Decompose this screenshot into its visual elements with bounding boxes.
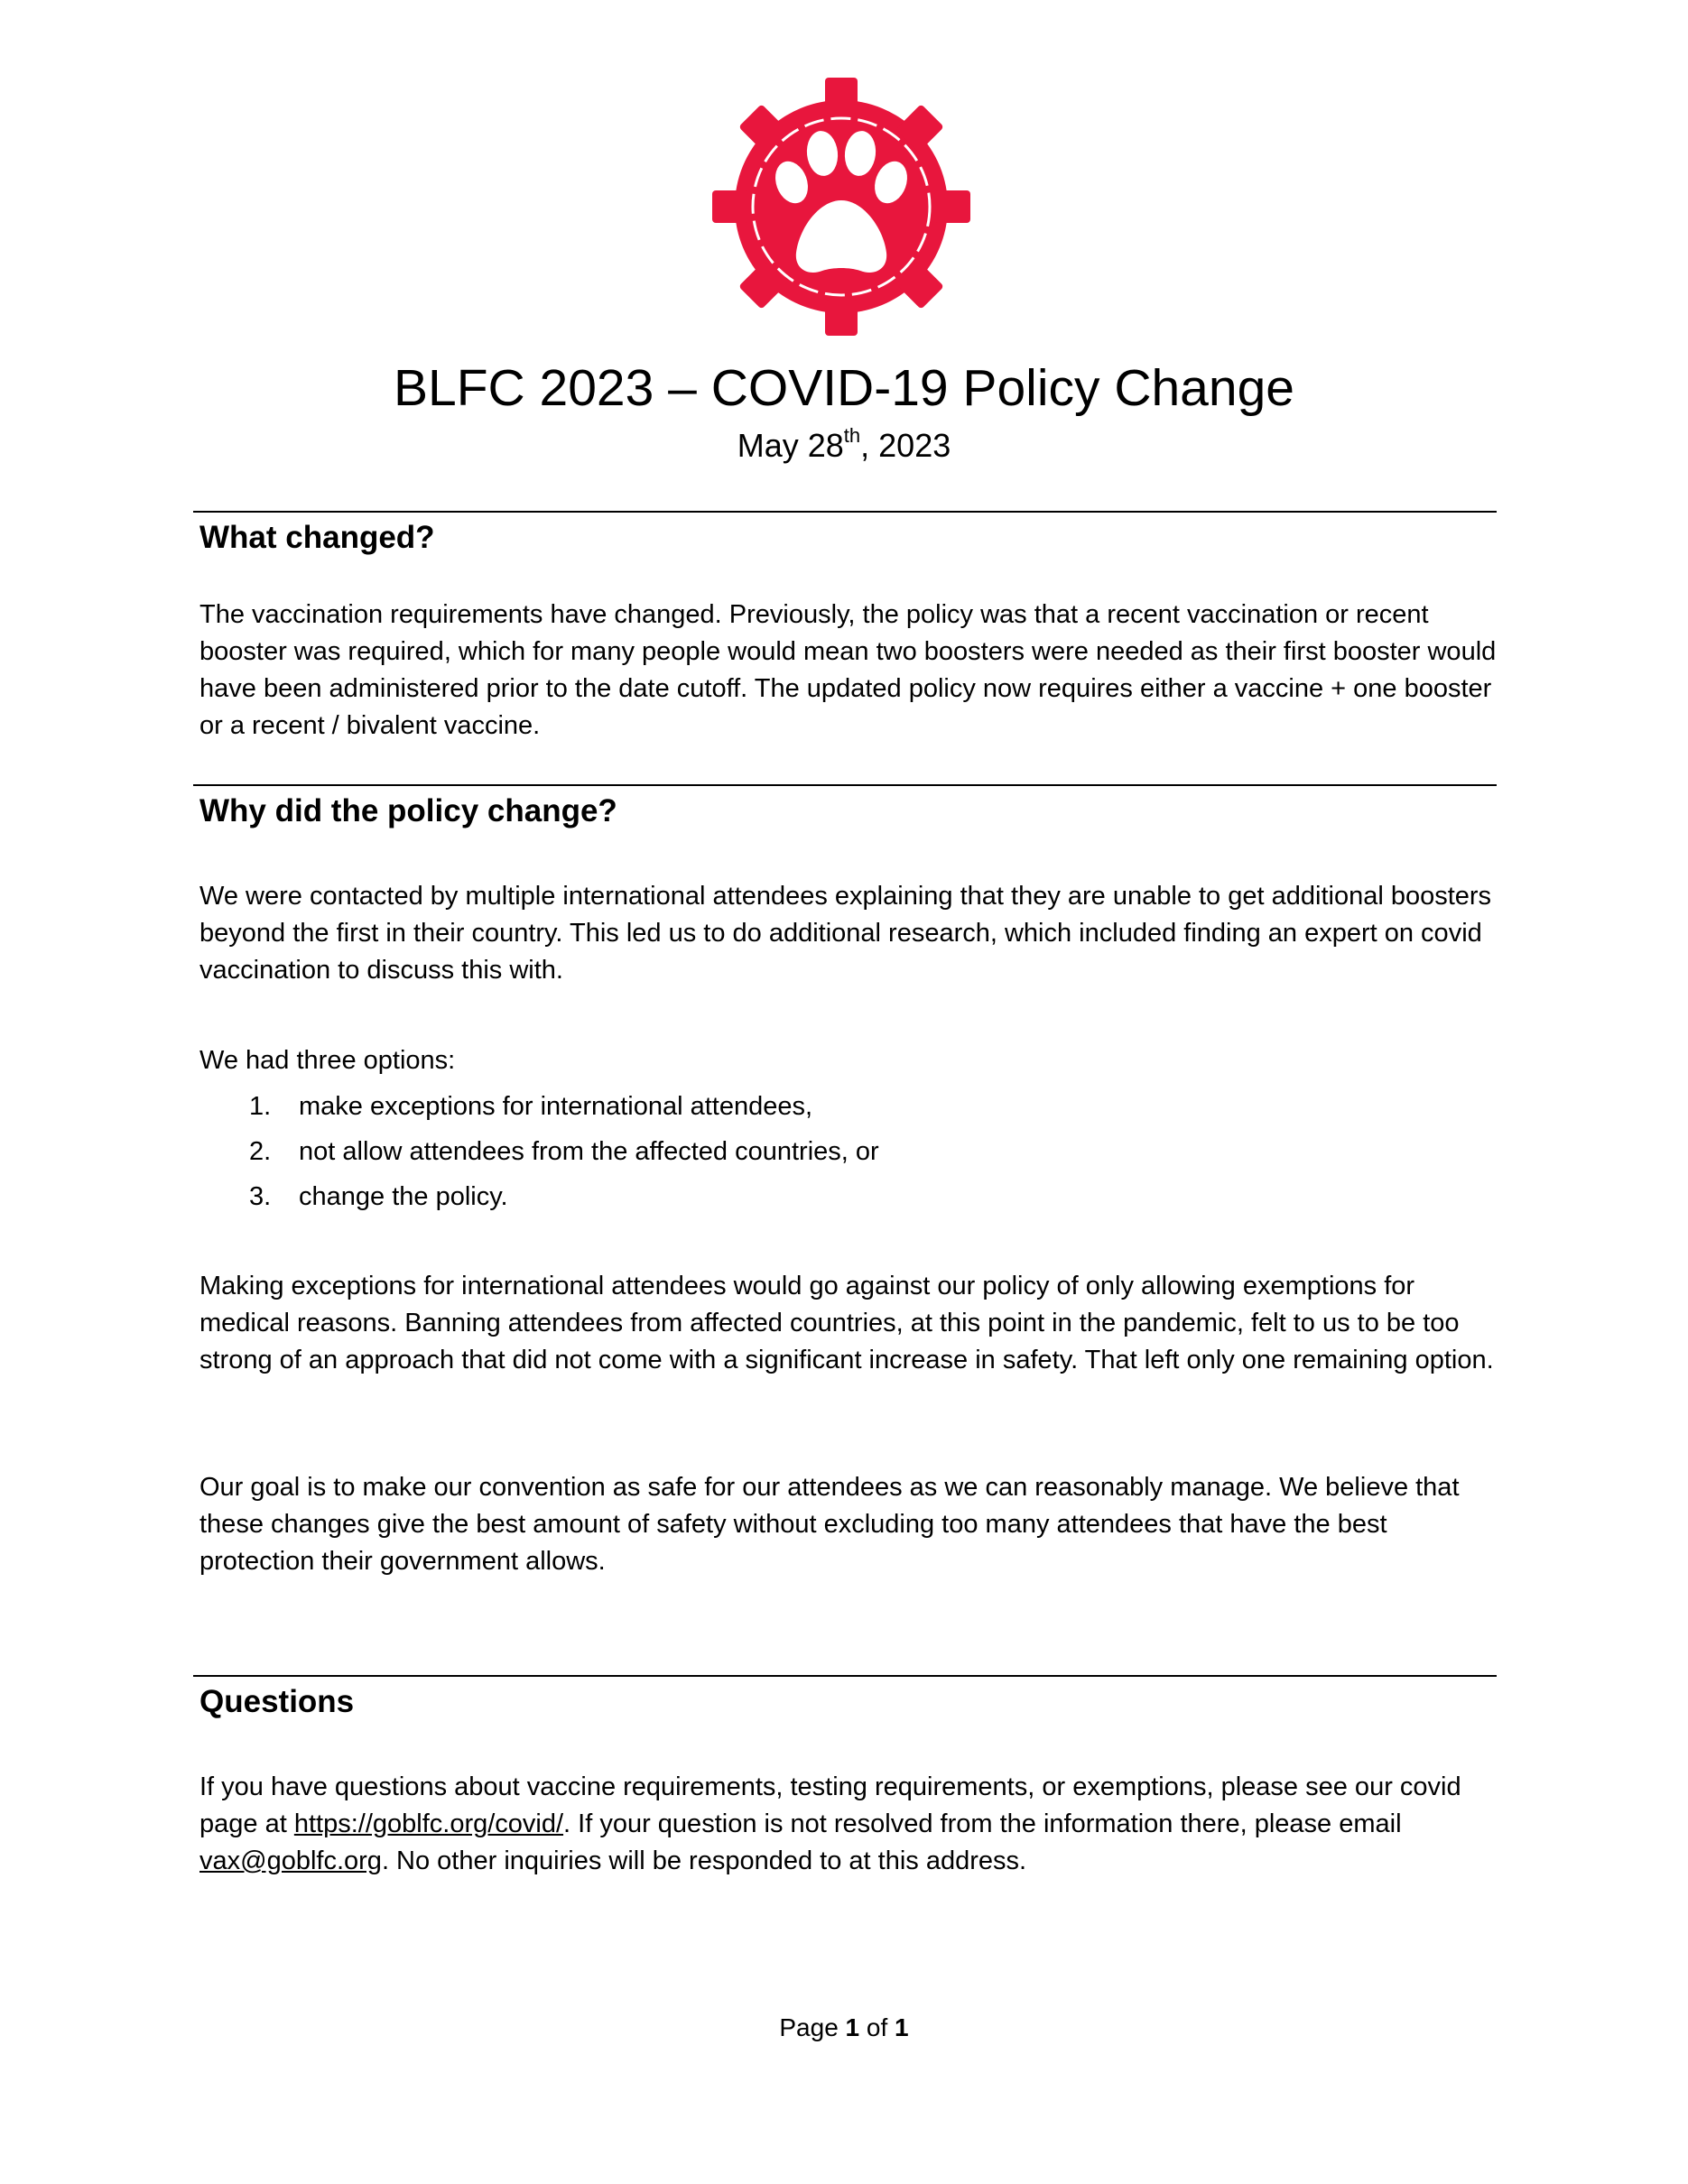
questions-text-2: . If your question is not resolved from the information there, please email [563,1809,1402,1838]
questions-paragraph [199,1769,1499,1880]
section-divider [193,511,1497,513]
what-changed-paragraph: The vaccination requirements have changed. Previously, the policy was that a recent vaccination or recent booster was required, which for many people would mean two boosters were needed as their first booster would have been administered prior to the date cutoff. The updated policy now requires either a vaccine + one booster or a recent / bivalent vaccine. [199,600,1497,740]
list-item-number: 2. [249,1137,272,1166]
paw-print-logo [710,76,972,338]
page-label: Page [779,2013,846,2041]
document-date [0,424,1688,467]
page-title: BLFC 2023 – COVID-19 Policy Change [393,359,1294,417]
why-change-paragraph-1: We were contacted by multiple international attendees explaining that they are unable to get additional boosters beyond the first in their country. This led us to do additional research, which included finding an expert on covid vaccination to discuss this with. [199,882,1492,985]
of-label: of [859,2013,895,2041]
date-ordinal-suffix: th [843,424,861,447]
section-divider [193,1675,1497,1677]
page-number-footer [0,2011,1688,2045]
list-item-text: change the policy. [299,1182,508,1211]
list-item-text: not allow attendees from the affected countries, or [299,1137,879,1166]
current-page: 1 [845,2013,860,2041]
list-item [199,1129,1499,1174]
list-item [199,1084,1499,1129]
email-link[interactable]: vax@goblfc.org [199,1846,382,1875]
date-month-day: May 28 [737,427,844,464]
list-item-text: make exceptions for international attendees, [299,1092,813,1121]
covid-page-link[interactable]: https://goblfc.org/covid/ [293,1809,564,1838]
list-item-number: 3. [249,1182,272,1211]
section-heading-what-changed: What changed? [199,520,435,555]
options-intro: We had three options: [199,1046,456,1075]
section-heading-questions: Questions [199,1684,355,1719]
why-change-paragraph-2: Making exceptions for international attendees would go against our policy of only allowing exemptions for medical reasons. Banning attendees from affected countries, at this point in the pandemic, felt to us to be too strong of an approach that did not come with a significant increase in safety. That left only one remaining option. [199,1272,1494,1374]
questions-text-1: If you have questions about vaccine requirements, testing requirements, or exemptions, please see our covid page at [199,1772,1461,1838]
date-year: , 2023 [860,427,951,464]
section-divider [193,784,1497,786]
total-pages: 1 [895,2013,909,2041]
list-item [199,1174,1499,1219]
section-heading-why-change: Why did the policy change? [199,793,617,828]
list-item-number: 1. [249,1092,272,1121]
why-change-paragraph-3: Our goal is to make our convention as safe for our attendees as we can reasonably manage. We believe that these changes give the best amount of safety without excluding too many attendees that have the best protection their government allows. [199,1473,1460,1576]
questions-text-3: . No other inquiries will be responded to at this address. [381,1846,1027,1875]
options-list [199,1084,1499,1219]
